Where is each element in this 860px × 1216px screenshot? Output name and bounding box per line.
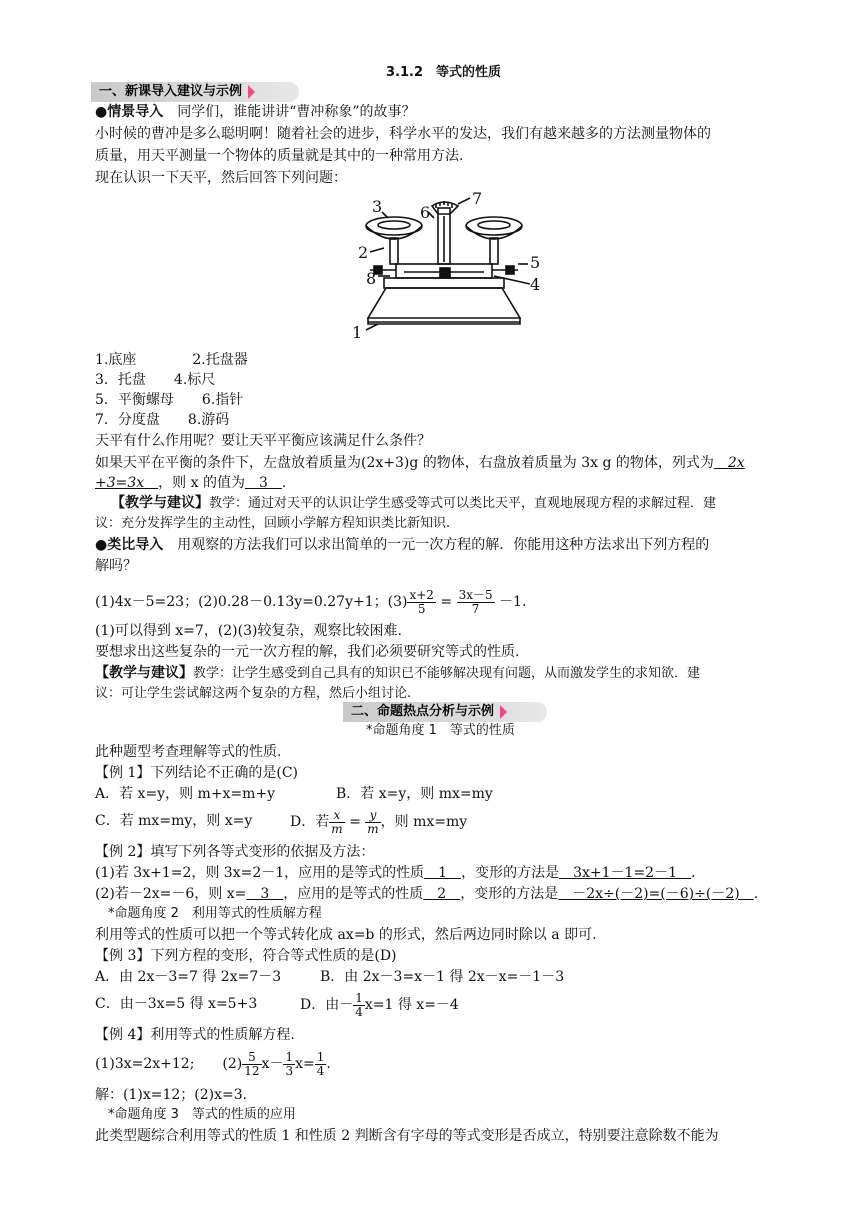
frac-num: 1 [316, 1049, 325, 1064]
equation-line [95, 584, 526, 620]
para-1a: 小时候的曹冲是多么聪明啊！随着社会的进步，科学水平的发达，我们有越来越多的方法测量物体的 [95, 126, 711, 142]
fig-label-6: 6 [420, 203, 431, 222]
ex3d-pre: D．由－ [300, 997, 354, 1013]
angle-2-desc: 利用等式的性质可以把一个等式转化成 ax=b 的形式，然后两边同时除以 a 即可. [95, 927, 597, 943]
fraction-1-4 [353, 992, 365, 1019]
advice-2-text-a: 教学：让学生感受到自己具有的知识已不能够解决现有问题，从而激发学生的求知欲．建 [193, 666, 701, 681]
fig-label-5: 5 [530, 253, 541, 272]
ex2-l2-mid: ，应用的是等式的性质 [283, 886, 424, 902]
page-title: 3.1.2 等式的性质 [386, 65, 502, 80]
section-banner-2 [343, 702, 547, 722]
advice-1-label: 【教学与建议】 [111, 495, 209, 511]
frac-num: 5 [242, 1051, 261, 1065]
result-2: 要想求出这些复杂的一元一次方程的解，我们必须要研究等式的性质. [95, 644, 520, 660]
equation-end: －1. [499, 594, 527, 610]
option-d-post: ，则 mx=my [380, 814, 468, 830]
example-4: 【例 4】利用等式的性质解方程. [95, 1027, 295, 1043]
solution: 解：(1)x=12；(2)x=3. [95, 1087, 248, 1103]
example-4-equations [95, 1046, 331, 1082]
example-3-option-c: C．由－3x=5 得 x=5+3 [95, 996, 258, 1012]
section-banner-2-text: 二、命题热点分析与示例 [351, 704, 495, 719]
question-2-line-b [95, 474, 286, 492]
section-banner-1 [91, 82, 299, 102]
ex3d-post: x=1 得 x=－4 [364, 997, 459, 1013]
fraction-1-den: 5 [417, 601, 426, 616]
fig-label-2: 2 [358, 243, 369, 262]
fig-label-8: 8 [366, 269, 377, 288]
ex2-l1-end: . [691, 865, 696, 881]
equations-text: (1)4x－5=23；(2)0.28－0.13y=0.27y+1；(3) [95, 594, 408, 610]
frac-den: 4 [316, 1063, 325, 1078]
option-d-pre: D．若 [290, 814, 330, 830]
angle-2-heading: *命题角度 2 利用等式的性质解方程 [108, 906, 322, 921]
advice-1-text-a: 教学：通过对天平的认识让学生感受等式可以类比天平，直观地展现方程的求解过程．建 [209, 496, 717, 511]
analog-label: ●类比导入 [95, 537, 164, 553]
frac-num: y [365, 809, 380, 823]
fraction-1-num: x+2 [409, 587, 434, 602]
frac-num: 1 [355, 990, 363, 1005]
analog-text: 用观察的方法我们可以求出简单的一元一次方程的解．你能用这种方法求出下列方程的 [163, 537, 710, 553]
advice-1-line-b: 议：充分发挥学生的主动性，回顾小学解方程知识类比新知识. [95, 516, 451, 531]
part-list-1: 1.底座 2.托盘器 [95, 352, 248, 368]
angle-1-desc: 此种题型考查理解等式的性质. [95, 744, 282, 760]
question-2-end: . [281, 475, 287, 491]
fraction-2-den: 7 [471, 601, 480, 616]
advice-2-label: 【教学与建议】 [95, 665, 193, 681]
example-1-option-d [290, 804, 467, 840]
example-2: 【例 2】填写下列各等式变形的依据及方法： [95, 844, 375, 860]
arrow-icon [248, 85, 255, 99]
option-d-eq: = [349, 814, 361, 830]
scene-label: ●情景导入 [95, 104, 164, 120]
angle-1-heading: *命题角度 1 等式的性质 [366, 723, 515, 738]
fig-label-1: 1 [352, 323, 363, 342]
example-2-line-2 [95, 885, 758, 903]
example-1-option-c: C．若 mx=my，则 x=y [95, 813, 253, 829]
advice-2-line-a [95, 664, 700, 683]
advice-2-line-b: 议：可让学生尝试解这两个复杂的方程，然后小组讨论. [95, 686, 412, 701]
ex2-l1-mid: ，变形的方法是 [461, 865, 560, 881]
analog-intro-line [95, 536, 709, 554]
fraction-1-4b [315, 1051, 327, 1078]
ex4-mid1: x－ [261, 1056, 284, 1072]
ex4-end: . [326, 1056, 331, 1072]
ex2-blank-4: 2 [423, 886, 461, 902]
frac-den: m [367, 821, 379, 836]
ex2-blank-5: －2x÷(－2)=(－6)÷(－2) [558, 886, 754, 902]
ex2-blank-2: 3x+1－1=2－1 [559, 865, 691, 881]
fraction-5-12 [242, 1051, 261, 1078]
angle-3-heading: *命题角度 3 等式的性质的应用 [108, 1107, 296, 1122]
arrow-icon [500, 705, 507, 719]
frac-den: 3 [285, 1063, 294, 1078]
example-1-option-b: B．若 x=y，则 mx=my [336, 786, 493, 802]
ex2-l2-end: . [753, 886, 759, 902]
ex2-l1-text: (1)若 3x+1=2，则 3x=2－1，应用的是等式的性质 [95, 865, 425, 881]
scene-text: 同学们，谁能讲讲“曹冲称象”的故事？ [163, 104, 416, 120]
part-list-2: 3．托盘 4.标尺 [95, 372, 216, 388]
answer-blank-2: 3 [244, 475, 282, 491]
question-1: 天平有什么作用呢？要让天平平衡应该满足什么条件？ [95, 433, 431, 449]
equals-sign: = [440, 594, 453, 610]
fraction-2 [457, 589, 495, 616]
ex2-blank-1: 1 [424, 865, 462, 881]
fig-label-3: 3 [372, 197, 383, 216]
example-3: 【例 3】下列方程的变形，符合等式性质的是(D) [95, 948, 397, 964]
example-2-line-1 [95, 864, 695, 882]
answer-blank-1a: 2x [713, 455, 745, 471]
frac-den: 4 [355, 1004, 363, 1019]
example-1: 【例 1】下列结论不正确的是(C) [95, 765, 298, 781]
fig-label-7: 7 [472, 192, 483, 208]
section-banner-1-text: 一、新课导入建议与示例 [99, 84, 243, 99]
frac-num: x [329, 809, 344, 823]
example-3-option-b: B．由 2x－3=x－1 得 2x－x=－1－3 [320, 969, 565, 985]
fraction-x-m [329, 809, 344, 836]
advice-1-line-a [111, 494, 716, 513]
ex2-l2-text: (2)若－2x=－6，则 x= [95, 886, 247, 902]
fraction-1 [407, 589, 435, 616]
part-list-4: 7．分度盘 8.游码 [95, 412, 230, 428]
analog-text-2: 解吗？ [95, 558, 137, 574]
frac-den: 12 [244, 1063, 260, 1078]
question-2-text-b: ，则 x 的值为 [158, 475, 245, 491]
para-1b: 质量，用天平测量一个物体的质量就是其中的一种常用方法. [95, 148, 464, 164]
ex2-blank-3: 3 [246, 886, 284, 902]
part-list-3: 5．平衡螺母 6.指针 [95, 392, 244, 408]
fig-label-4: 4 [530, 275, 541, 294]
ex4-mid2: x= [295, 1056, 315, 1072]
example-1-option-a: A．若 x=y，则 m+x=m+y [95, 786, 276, 802]
example-3-option-d [300, 987, 459, 1023]
ex2-l2-mid2: ，变形的方法是 [460, 886, 559, 902]
result-1: (1)可以得到 x=7，(2)(3)较复杂，观察比较困难. [95, 623, 402, 639]
ex4-text: (1)3x=2x+12; (2) [95, 1056, 243, 1072]
fraction-y-m [365, 809, 380, 836]
example-3-option-a: A．由 2x－3=7 得 2x=7－3 [95, 969, 282, 985]
question-2-text: 如果天平在平衡的条件下，左盘放着质量为(2x+3)g 的物体，右盘放着质量为 3x g 的物体，列式为 [95, 455, 714, 471]
fraction-1-3 [283, 1051, 295, 1078]
answer-blank-1b: +3=3x [95, 475, 159, 491]
fraction-2-num: 3x－5 [458, 587, 493, 602]
scene-intro-line [95, 103, 416, 121]
frac-den: m [331, 821, 343, 836]
balance-scale-figure [344, 192, 544, 342]
angle-3-desc: 此类型题综合利用等式的性质 1 和性质 2 判断含有字母的等式变形是否成立，特别要注意除数不能为 [95, 1128, 719, 1144]
para-2: 现在认识一下天平，然后回答下列问题： [95, 170, 347, 186]
question-2-line-a [95, 454, 745, 472]
frac-num: 1 [285, 1049, 294, 1064]
